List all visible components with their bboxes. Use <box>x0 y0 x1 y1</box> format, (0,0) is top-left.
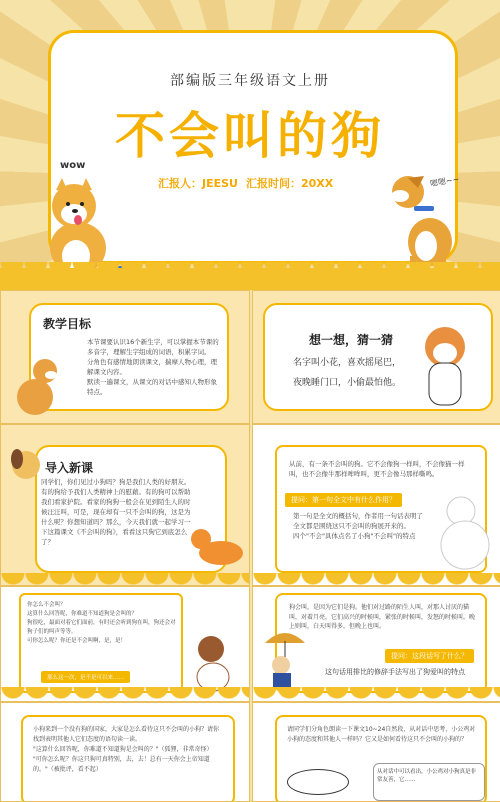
once-body: 从前，有一条不会叫的狗。它不会像狗一样叫，不会像猫一样叫，也不会像牛那样哞哞叫，更不会像马那样嘶鸣。 <box>289 460 465 478</box>
cover-subtitle: 部编版三年级语文上册 <box>170 73 330 89</box>
brown-dog-illustration <box>187 631 237 693</box>
samoyed-illustration <box>431 491 495 577</box>
dialogue-lines <box>27 601 177 646</box>
role-note: 从对话中可以看出，小公鸡对小狗真是非常友善，它…… <box>373 763 485 801</box>
riddle-line: 名字叫小花，喜欢摇尾巴， <box>293 358 402 368</box>
intro-heading: 导入新课 <box>45 461 94 475</box>
slide-role-reading <box>252 702 500 802</box>
bark-question: 提问：这段话写了什么？ <box>385 649 474 663</box>
once-answers <box>293 511 423 541</box>
answer-item: 第一句是全文的概括句，作者用一句话表明了全文都是围绕这只不会叫的狗展开来的。 <box>293 512 423 530</box>
dialogue-line: 可你怎么呢？你还是不会叫啊，是，是！ <box>27 638 127 644</box>
slide-dialogue <box>0 586 250 702</box>
riddle-heading: 想一想，猜一猜 <box>309 333 394 347</box>
dialogue-line: 狗很吃，最面对着它们面前，有时还会听到狗在叫，狗还会对狗子们的叫声等等。 <box>27 620 176 635</box>
cover-title: 不会叫的狗 <box>115 106 385 165</box>
goals-heading: 教学目标 <box>43 317 92 331</box>
slide-once-upon <box>252 424 500 586</box>
slide-intro <box>0 424 250 586</box>
akita-dog-illustration <box>415 323 479 413</box>
doodle-right: 嗯嗯~~ <box>429 174 460 189</box>
attitude-line: "可你怎么呢？你这只狗可真特别，去，去！总有一天你会上帝知道的。"（被批评，看不起） <box>33 756 210 773</box>
goal-item: 分角色有感情地朗读课文，揣摩人物心理，理解课文内容。 <box>87 358 217 376</box>
slide-teaching-goals <box>0 290 250 424</box>
intro-scallop <box>1 573 249 586</box>
bark-body: 狗会叫，是因为它们是狗。他们对过路的陌生人叫，对那人讨厌的猫叫，对着月亮，它们高兴的时候叫，紧张的时候叫，发怒的时候叫。晚上则叫，白天叫得多，但晚上也叫。 <box>289 604 476 630</box>
goal-item: 默读一遍课文，从课文的对话中感知人物形象特点。 <box>87 378 217 396</box>
cover-slide <box>0 0 500 290</box>
dialogue-footer: 那么这一次，是不是可以来…… <box>41 671 130 683</box>
goal-item: 本节课要认识16个新生字，可以掌握本节课的多音字，理解生字组成的词语，积累字词。 <box>87 338 219 356</box>
cover-ground <box>0 268 500 290</box>
attitude-line: "这算什么回答呢，你难道不知道狗是会叫的？"（狐狸，非常奇怪） <box>33 746 213 753</box>
dialogue-line: 这算什么回答呢，你难道不知道狗是会叫的？ <box>27 611 138 617</box>
once-scallop <box>253 573 500 586</box>
bark-answer: 这句话用排比的修辞手法写出了狗爱叫的特点 <box>325 668 465 676</box>
role-body: 请同学们分角色朗读一下课文10~24自然段，从对话中思考，小公鸡对小狗的态度和其他人一样吗？它又是如何看待这只不会叫的小狗的？ <box>287 726 476 743</box>
answer-item: 四个"不会"具体点名了小狗"不会叫"的特点 <box>293 532 416 540</box>
umbrella-dog-illustration <box>261 629 309 691</box>
once-question: 提问：第一句全文中有什么作用？ <box>285 493 402 507</box>
puppy-head-icon <box>7 445 45 485</box>
slide-attitudes <box>0 702 250 802</box>
corgi-illustration <box>187 521 247 571</box>
riddle-lines <box>293 353 401 393</box>
dialogue-line: 你怎么不会叫？ <box>27 602 66 608</box>
attitudes-lines <box>33 725 223 775</box>
intro-body: 同学们，你们见过小狗吗？狗是我们人类的好朋友。有的狗给予我们人类精神上的慰藉。有的狗可以帮助我们看家护院。看家的狗狗一般会在见到陌生人的时候汪汪叫，可是，现在却有一只不会叫的狗，这是为什么呢？你想知道吗？那么，今天我们就一起学习一下这篇课文《不会叫的狗》，看看这只狗它到底怎么了？ <box>41 478 191 546</box>
doodle-left: wow <box>60 160 86 171</box>
attitude-line: 小狗来到一个没有狗的国家，大家是怎么看待这只不会叫的小狗？请你找到表明其他人它们态度的语句读一读。 <box>33 726 220 743</box>
slide-riddle <box>252 290 500 424</box>
goals-list <box>87 337 221 397</box>
riddle-line: 夜晚睡门口，小偷最怕他。 <box>293 378 402 388</box>
bark-scallop <box>253 687 500 701</box>
speech-bubble <box>287 769 349 795</box>
time-label: 汇报时间：20XX <box>246 177 334 190</box>
sitting-dog-illustration <box>5 353 65 419</box>
speaker-label: 汇报人：JEESU <box>158 177 238 190</box>
dialogue-scallop <box>1 687 249 701</box>
slide-dogs-bark <box>252 586 500 702</box>
